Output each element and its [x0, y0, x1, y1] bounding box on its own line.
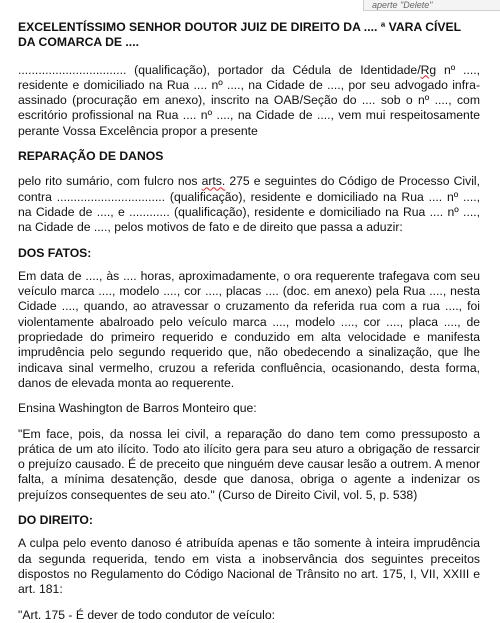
section-title-direito: DO DIREITO: — [18, 513, 93, 528]
intro-paragraph — [18, 63, 480, 139]
tooltip: aperte "Delete" — [363, 0, 500, 11]
court-heading-line-1: EXCELENTÍSSIMO SENHOR DOUTOR JUIZ DE DIREITO DA .... ª VARA CÍVEL — [18, 20, 462, 34]
art175-line: "Art. 175 - É dever de todo condutor de veículo: — [18, 607, 276, 622]
spell-flagged-word: Rg — [420, 62, 437, 77]
rito-text-end: 275 e seguintes do Código de Processo Civil, contra ................................ (qualificação), residente e domiciliado na Rua .... nº ...., na Cidade de ...., e ............ (qualificação), residente e domiciliado na Rua .... nº ...., na Cidade de ...., pelos motivos de fato e de direito que passa a aduzir: — [18, 174, 480, 235]
rito-paragraph — [18, 174, 480, 235]
spell-flagged-word: arts. — [201, 174, 226, 189]
ensina-line: Ensina Washington de Barros Monteiro que: — [18, 401, 257, 416]
section-title-fatos: DOS FATOS: — [18, 245, 92, 260]
intro-text-end: nº ...., residente e domiciliado na Rua .... nº ...., na Cidade de ...., por seu advogado infra-assinado (procuração em anexo), inscrito na OAB/Seção do .... sob o nº ...., com escritório profissional na Rua .... nº ...., na Cidade de ...., vem mui respeitosamente perante Vossa Excelência propor a presente — [18, 62, 480, 138]
intro-text-start: ................................ (qualificação), portador da Cédula de Identidade/ — [18, 62, 421, 77]
direito-paragraph: A culpa pelo evento danoso é atribuída apenas e tão somente à inteira imprudência da segunda requerida, tendo em vista a inobservância dos seguintes preceitos dispostos no Regulamento do Código Nacional de Trânsito no art. 175, I, VII, XXIII e art. 181: — [18, 536, 480, 597]
document-body — [18, 20, 480, 623]
court-heading-line-2: DA COMARCA DE .... — [18, 35, 139, 50]
section-title-reparacao: REPARAÇÃO DE DANOS — [18, 149, 164, 164]
citation-paragraph: "Em face, pois, da nossa lei civil, a reparação do dano tem como pressuposto a prática de um ato ilícito. Todo ato ilícito gera para seu aturo a obrigação de ressarcir o prejuízo causado. É de preceito que ninguém deve causar lesão a outrem. A menor falta, a mínima desatenção, desde que danosa, obriga o agente a indenizar os prejuízos consequentes de seu ato." (Curso de Direito Civil, vol. 5, p. 538) — [18, 426, 480, 502]
rito-text-start: pelo rito sumário, com fulcro nos — [18, 174, 202, 189]
fatos-paragraph: Em data de ...., às .... horas, aproximadamente, o ora requerente trafegava com seu veículo marca ...., modelo ...., cor ...., placas .... (doc. em anexo) pela Rua ...., nesta Cidade ...., quando, ao atravessar o cruzamento da referida rua com a rua ...., foi violentamente abalroado pelo veículo marca ...., modelo ...., cor ...., placa ...., de propriedade do primeiro requerido e conduzido em alta velocidade e manifesta imprudência pelo segundo requerido que, não obedecendo a sinalização, que lhe indicava sinal vermelho, cruzou a referida confluência, ocasionando, desta forma, danos de elevada monta ao requerente. — [18, 268, 480, 390]
